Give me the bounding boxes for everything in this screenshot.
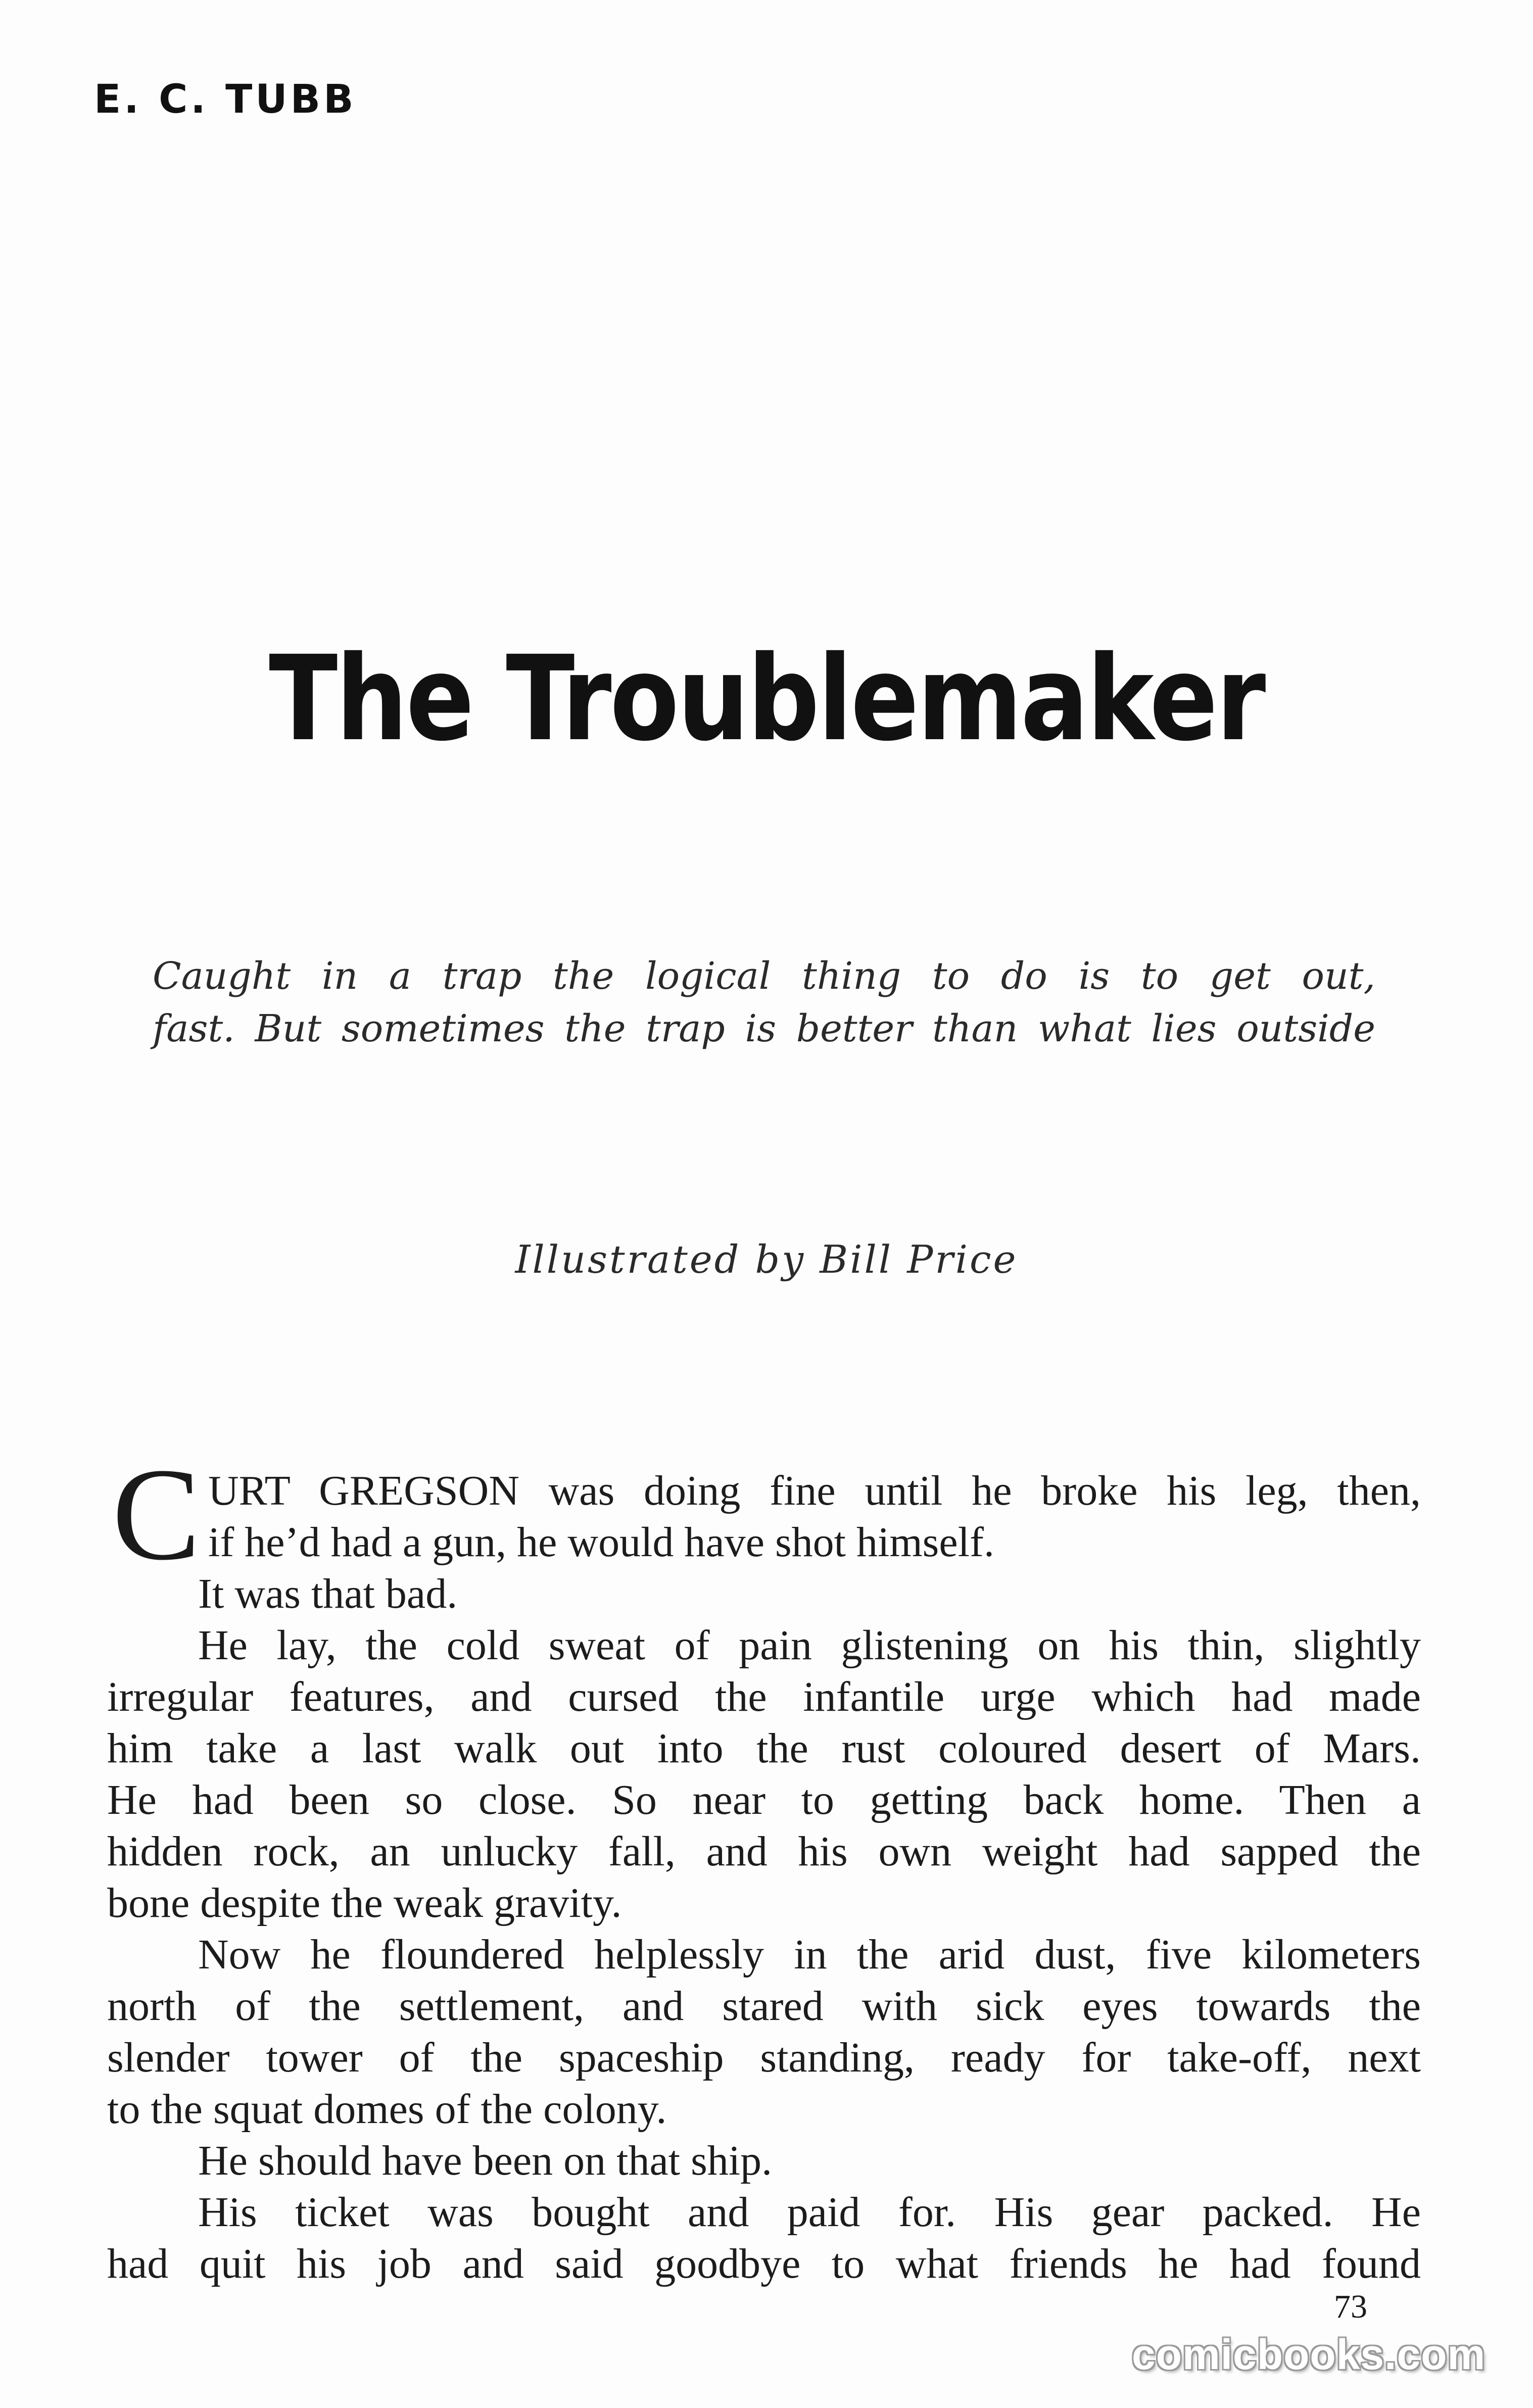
- story-blurb: [153, 950, 1375, 1055]
- body-line: He should have been on that ship.: [198, 2137, 773, 2184]
- story-body: [107, 1441, 1421, 2290]
- page-number: 73: [1334, 2288, 1367, 2325]
- body-line: to the squat domes of the colony.: [107, 2086, 667, 2133]
- body-line: He had been so close. So near to getting back home. Then a: [107, 1776, 1421, 1823]
- body-line: It was that bad.: [198, 1570, 458, 1617]
- blurb-line-2: fast. But sometimes the trap is better than what lies outside: [153, 1007, 1375, 1050]
- author-name: E. C. TUBB: [94, 77, 357, 122]
- body-line: His ticket was bought and paid for. His gear packed. He: [198, 2189, 1421, 2236]
- illustrator-credit: Illustrated by Bill Price: [515, 1237, 1018, 1282]
- body-line: irregular features, and cursed the infantile urge which had made: [107, 1673, 1421, 1720]
- body-line: hidden rock, an unlucky fall, and his own weight had sapped the: [107, 1828, 1421, 1875]
- body-line: north of the settlement, and stared with sick eyes towards the: [107, 1983, 1421, 2030]
- body-line: Now he floundered helplessly in the arid dust, five kilometers: [198, 1931, 1421, 1978]
- body-line: bone despite the weak gravity.: [107, 1880, 622, 1927]
- body-line: had quit his job and said goodbye to what friends he had found: [107, 2240, 1421, 2287]
- body-line: slender tower of the spaceship standing, ready for take-off, next: [107, 2034, 1421, 2081]
- source-watermark: comicbooks.com: [1132, 2331, 1486, 2378]
- body-line: him take a last walk out into the rust coloured desert of Mars.: [107, 1725, 1421, 1772]
- blurb-line-1: Caught in a trap the logical thing to do is to get out,: [153, 954, 1375, 998]
- body-line: URT GREGSON was doing fine until he broke his leg, then,: [208, 1467, 1421, 1514]
- body-line: if he’d had a gun, he would have shot himself.: [208, 1519, 994, 1566]
- story-title: The Troublemaker: [269, 631, 1264, 767]
- drop-cap: C: [112, 1441, 201, 1587]
- body-line: He lay, the cold sweat of pain glistening on his thin, slightly: [198, 1622, 1421, 1669]
